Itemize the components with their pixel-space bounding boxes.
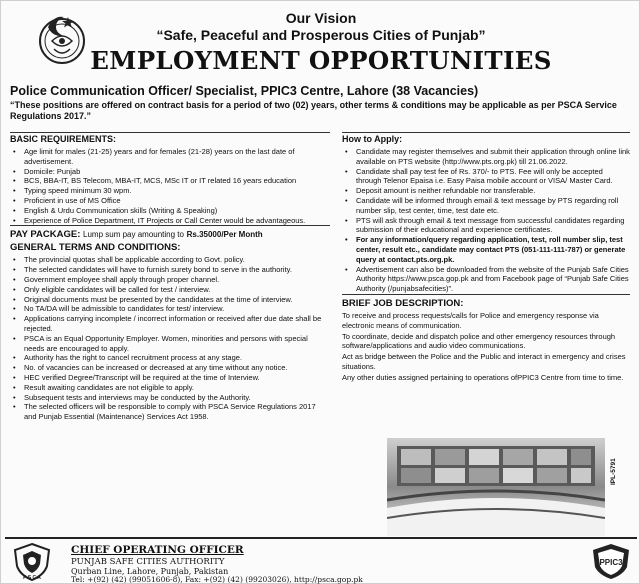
- footer-divider: [5, 537, 637, 539]
- pay-package-label: PAY PACKAGE:: [10, 229, 81, 241]
- list-item: • Deposit amount is neither refundable nor transferable.: [342, 186, 630, 196]
- psca-logo-text: P S C A: [23, 575, 41, 581]
- list-item: • Only eligible candidates will be called for test / interview.: [10, 285, 330, 295]
- list-item: • Government employee shall apply through proper channel.: [10, 275, 330, 285]
- brief-job-title: BRIEF JOB DESCRIPTION:: [342, 297, 464, 309]
- right-column: [342, 132, 630, 384]
- list-item: • Original documents must be presented by the candidates at the time of interview.: [10, 295, 330, 305]
- vision-tagline: “Safe, Peaceful and Prosperous Cities of Punjab”: [156, 27, 486, 43]
- list-item: • Proficient in use of MS Office: [10, 196, 330, 206]
- list-item: • HEC verified Degree/Transcript will be required at the time of Interview.: [10, 373, 330, 383]
- basic-requirements-section: [10, 132, 330, 226]
- list-item: • No. of vacancies can be increased or decreased at any time without any notice.: [10, 363, 330, 373]
- general-terms-title: GENERAL TERMS AND CONDITIONS:: [10, 242, 181, 254]
- list-item: • Candidate may register themselves and submit their application through online link available on PTS website (http://www.pts.org.pk) till 21.06.2022.: [342, 147, 630, 167]
- reference-code: IPL-5791: [610, 458, 617, 485]
- job-duty: To receive and process requests/calls for Police and emergency response via electronic means of communication.: [342, 310, 599, 330]
- general-terms-list: [10, 255, 330, 422]
- how-to-apply-list: [342, 147, 630, 294]
- list-item: • Experience of Police Department, IT Projects or Call Center would be advantageous.: [10, 216, 330, 226]
- pay-package-text: Lump sum pay amounting to: [83, 230, 184, 240]
- list-item: • The selected officers will be responsible to comply with PSCA Service Regulations 2017 and Punjab Essential (Maintenance) Services Act 1958.: [10, 402, 330, 422]
- how-to-apply-section: [342, 132, 630, 295]
- list-item: • Domicile: Punjab: [10, 167, 330, 177]
- left-column: [10, 132, 330, 422]
- list-item: • Subsequent tests and interviews may be conducted by the Authority.: [10, 393, 330, 403]
- basic-requirements-list: [10, 147, 330, 225]
- control-room-photo: [387, 438, 605, 536]
- list-item: • English & Urdu Communication skills (Writing & Speaking): [10, 206, 330, 216]
- list-item: • PSCA is an Equal Opportunity Employer. Women, minorities and persons with special needs are encouraged to apply.: [10, 334, 330, 354]
- list-item: • Typing speed minimum 30 wpm.: [10, 186, 330, 196]
- list-item: • The provincial quotas shall be applicable according to Govt. policy.: [10, 255, 330, 265]
- authority-name: PUNJAB SAFE CITIES AUTHORITY: [71, 557, 225, 567]
- ppic3-badge-icon: [589, 541, 633, 581]
- list-item: • PTS will ask through email & text message from successful candidates regarding submission of their educational and experience certificates.: [342, 216, 630, 236]
- list-item: • Applications carrying incomplete / incorrect information or received after due date shall be rejected.: [10, 314, 330, 334]
- how-to-apply-title: How to Apply:: [342, 134, 403, 144]
- list-item: • No TA/DA will be admissible to candidates for test/ interview.: [10, 304, 330, 314]
- job-duty: Any other duties assigned pertaining to operations ofPPIC3 Centre from time to time.: [342, 372, 624, 382]
- list-item: • Result awaiting candidates are not eligible to apply.: [10, 383, 330, 393]
- job-duty: To coordinate, decide and dispatch police and other emergency resources through software/applications and audio video communications.: [342, 331, 616, 351]
- list-item: • Age limit for males (21-25) years and for females (21-28) years on the last date of advertisement.: [10, 147, 330, 167]
- chief-operating-officer: CHIEF OPERATING OFFICER: [71, 544, 244, 556]
- list-item: • For any information/query regarding application, test, roll number slip, test center, result etc., candidate may contact PTS (051-111-111-787) or generate query at contact.pts.org.pk.: [342, 235, 630, 264]
- page-title: EMPLOYMENT OPPORTUNITIES: [90, 46, 552, 75]
- list-item: • Candidate shall pay test fee of Rs. 370/- to PTS. Fee will only be accepted through Telenor Epaisa i.e. Easy Paisa mobile account or VISA/ Master Card.: [342, 167, 630, 187]
- list-item: • Advertisement can also be downloaded from the website of the Punjab Safe Cities Authority https://www.psca.gop.pk and from Facebook page of “Punjab Safe Cities Authority (/punjabsafecities)”.: [342, 265, 630, 294]
- pay-package-amount: Rs.35000/Per Month: [186, 230, 263, 240]
- job-intro: “These positions are offered on contract basis for a period of two (02) years, other terms & conditions may be applicable as per PSCA Service Regulations 2017.”: [10, 100, 617, 121]
- psca-logo-icon: [11, 542, 53, 582]
- authority-address: Qurban Line, Lahore, Punjab, Pakistan: [71, 567, 229, 576]
- job-title: Police Communication Officer/ Specialist, PPIC3 Centre, Lahore (38 Vacancies): [10, 84, 479, 98]
- job-duty: Act as bridge between the Police and the Public and interact in emergency and crises situations.: [342, 352, 626, 371]
- list-item: • Candidate will be informed through email & text message by PTS regarding roll number slip, test center, time, test date etc.: [342, 196, 630, 216]
- authority-contact: Tel: +(92) (42) (99051606-8), Fax: +(92) (42) (99203026), http://psca.gop.pk: [71, 575, 363, 584]
- vision-heading: Our Vision: [285, 10, 357, 26]
- list-item: • Authority has the right to cancel recruitment process at any stage.: [10, 353, 330, 363]
- list-item: • The selected candidates will have to furnish surety bond to serve in the authority.: [10, 265, 330, 275]
- basic-requirements-title: BASIC REQUIREMENTS:: [10, 134, 117, 144]
- pay-package: [10, 229, 330, 241]
- list-item: • BCS, BBA-IT, BS Telecom, MBA-IT, MCS, MSc IT or IT related 16 years education: [10, 176, 330, 186]
- ppic3-badge-text: PPIC3: [599, 558, 623, 567]
